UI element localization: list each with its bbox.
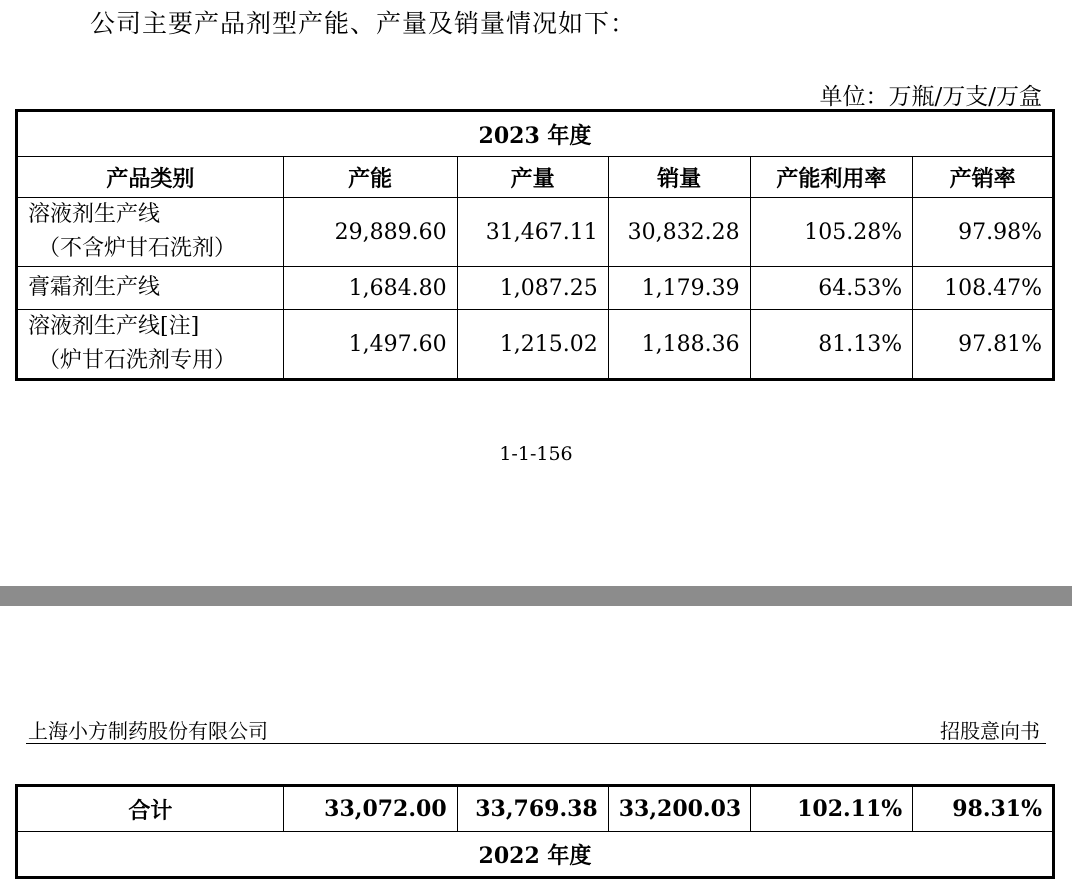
sales-cell: 1,188.36 (608, 310, 750, 380)
header-sales: 销量 (608, 157, 750, 198)
product-name-line2: （炉甘石洗剂专用） (38, 348, 237, 373)
header-utilization: 产能利用率 (750, 157, 913, 198)
total-utilization: 102.11% (750, 786, 913, 832)
intro-text: 公司主要产品剂型产能、产量及销量情况如下： (90, 9, 637, 38)
utilization-cell: 64.53% (750, 267, 913, 310)
product-name: 膏霜剂生产线 (17, 267, 284, 310)
document-type: 招股意向书 (940, 719, 1040, 743)
output-cell: 1,087.25 (457, 267, 608, 310)
year-heading-2022: 2022 年度 (17, 832, 1054, 878)
product-name (17, 310, 284, 380)
header-rule (26, 743, 1046, 744)
product-name (17, 198, 284, 267)
header-product-category: 产品类别 (17, 157, 284, 198)
header-output: 产量 (457, 157, 608, 198)
product-name-line1: 溶液剂生产线[注] (28, 314, 200, 339)
capacity-table-2023 (15, 109, 1055, 381)
header-capacity: 产能 (283, 157, 457, 198)
utilization-cell: 105.28% (750, 198, 913, 267)
utilization-cell: 81.13% (750, 310, 913, 380)
table-row (17, 310, 1054, 380)
company-name: 上海小方制药股份有限公司 (28, 719, 268, 743)
table-header-row (17, 157, 1054, 198)
output-cell: 31,467.11 (457, 198, 608, 267)
header-sell-rate: 产销率 (913, 157, 1054, 198)
sales-cell: 1,179.39 (608, 267, 750, 310)
sell-rate-cell: 97.98% (913, 198, 1054, 267)
total-output: 33,769.38 (457, 786, 608, 832)
page-separator (0, 586, 1072, 606)
output-cell: 1,215.02 (457, 310, 608, 380)
year-heading: 2023 年度 (17, 111, 1054, 157)
sales-cell: 30,832.28 (608, 198, 750, 267)
page-number: 1-1-156 (499, 443, 573, 465)
unit-note: 单位：万瓶/万支/万盒 (819, 84, 1042, 110)
table-row (17, 198, 1054, 267)
product-name-line2: （不含炉甘石洗剂） (38, 236, 237, 261)
capacity-cell: 1,684.80 (283, 267, 457, 310)
sell-rate-cell: 97.81% (913, 310, 1054, 380)
total-row (17, 786, 1054, 832)
capacity-table-continued (15, 784, 1055, 879)
total-sell-rate: 98.31% (913, 786, 1054, 832)
product-name-line1: 溶液剂生产线 (28, 202, 161, 227)
sell-rate-cell: 108.47% (913, 267, 1054, 310)
capacity-cell: 1,497.60 (283, 310, 457, 380)
total-sales: 33,200.03 (608, 786, 750, 832)
capacity-cell: 29,889.60 (283, 198, 457, 267)
table-row (17, 267, 1054, 310)
total-capacity: 33,072.00 (283, 786, 457, 832)
total-label: 合计 (17, 786, 284, 832)
